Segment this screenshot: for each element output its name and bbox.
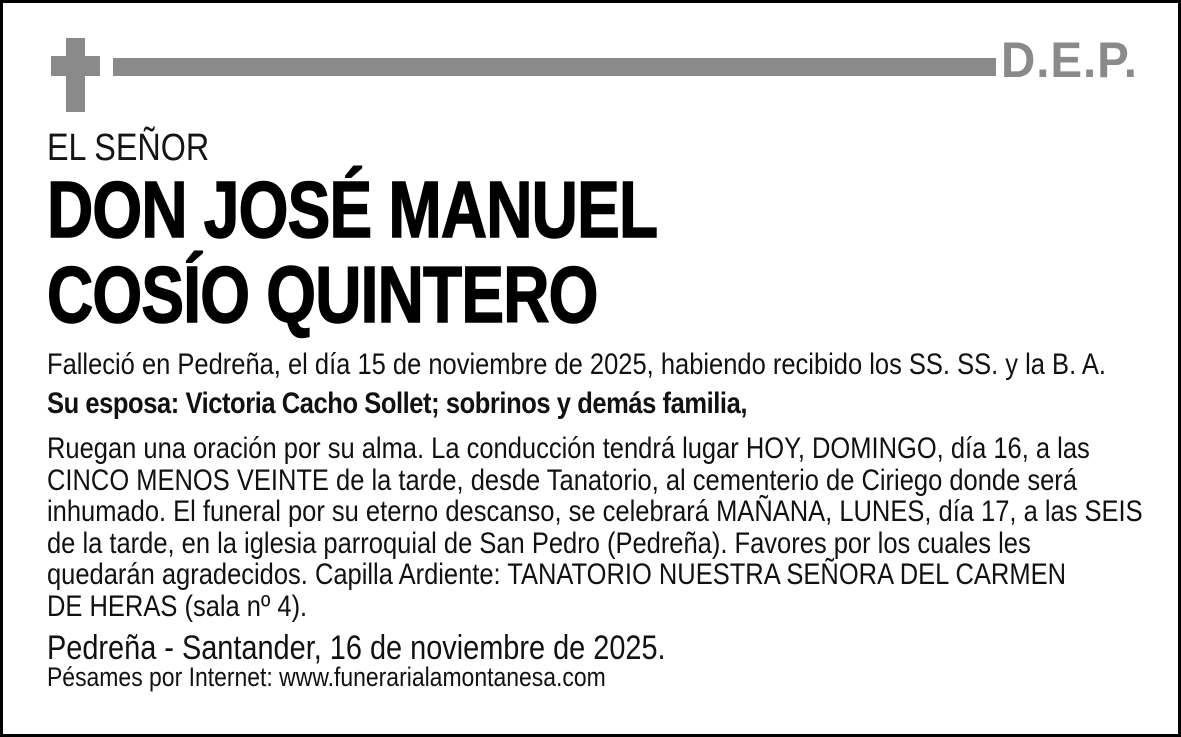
cross-horizontal-bar (51, 56, 100, 76)
death-notice-line: Falleció en Pedreña, el día 15 de noviembre de 2025, habiendo recibido los SS. SS. y la B. A. (47, 348, 1106, 381)
header-rule (113, 58, 996, 76)
deceased-name-line2: COSÍO QUINTERO (47, 250, 598, 339)
funeral-details-line: Ruegan una oración por su alma. La conducción tendrá lugar HOY, DOMINGO, día 16, a las (47, 432, 1090, 465)
funeral-details (47, 433, 1143, 622)
funeral-details-line: de la tarde, en la iglesia parroquial de San Pedro (Pedreña). Favores por los cuales les (47, 526, 1031, 560)
funeral-details-line: quedarán agradecidos. Capilla Ardiente: TANATORIO NUESTRA SEÑORA DEL CARMEN (47, 558, 1067, 591)
dep-label: D.E.P. (1001, 32, 1138, 88)
condolences-line: Pésames por Internet: www.funerarialamontanesa.com (47, 662, 606, 692)
funeral-details-line: inhumado. El funeral por su eterno descanso, se celebrará MAÑANA, LUNES, día 17, a las SEIS (47, 495, 1143, 528)
funeral-details-line: DE HERAS (sala nº 4). (47, 589, 308, 623)
place-date-line: Pedreña - Santander, 16 de noviembre de 2025. (47, 629, 666, 667)
funeral-details-line: CINCO MENOS VEINTE de la tarde, desde Tanatorio, al cementerio de Ciriego donde será (47, 463, 1077, 497)
deceased-name-line1: DON JOSÉ MANUEL (47, 165, 658, 254)
honorific: EL SEÑOR (47, 127, 210, 169)
deceased-name (47, 167, 657, 337)
latin-cross-icon (51, 38, 101, 112)
family-line: Su esposa: Victoria Cacho Sollet; sobrinos y demás familia, (47, 387, 748, 420)
